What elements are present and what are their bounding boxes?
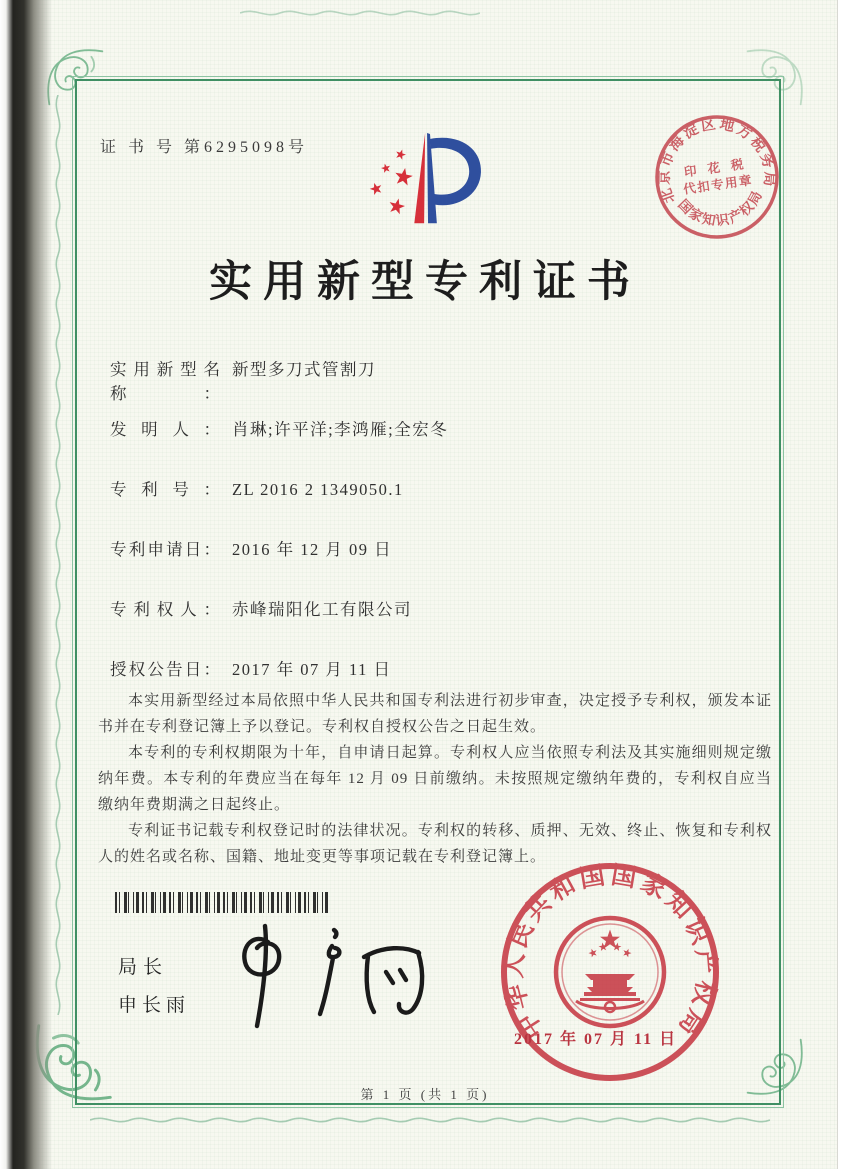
field-label: 发明人： [110,420,220,439]
field-row-patentee [110,596,710,656]
field-label: 实用新型名称： [110,360,220,403]
prc-national-emblem-icon [556,918,664,1026]
field-row-inventors [110,416,710,476]
border-bottom-lace-icon [90,1112,770,1128]
field-row-patent-number [110,476,710,536]
field-value: ZL 2016 2 1349050.1 [232,480,404,499]
body-paragraph: 本专利的专利权期限为十年，自申请日起算。专利权人应当依照专利法及其实施细则规定缴纳年费。本专利的年费应当在每年 12 月 09 日前缴纳。未按照规定缴纳年费的，专利权自应当缴纳年费期满之日起终止。 [98,745,772,813]
body-paragraph: 本实用新型经过本局依照中华人民共和国专利法进行初步审查，决定授予专利权，颁发本证书并在专利登记簿上予以登记。专利权自授权公告之日起生效。 [98,693,772,735]
field-label: 授权公告日： [110,660,220,679]
border-left-lace-icon [50,95,66,1015]
seal-date: 2017 年 07 月 11 日 [514,1031,678,1048]
page-edge [837,0,850,1169]
field-label: 专利申请日： [110,540,220,559]
tax-seal-bottom-text: 国家知识产权局 [675,187,766,229]
field-value: 新型多刀式管割刀 [232,360,376,379]
field-label: 专利号： [110,480,220,499]
cnipa-patent-logo-icon [332,126,528,244]
field-value: 2017 年 07 月 11 日 [232,660,392,679]
svg-text:中华人民共和国国家知识产权局 [499,861,722,1044]
certificate-number: 证 书 号 第6295098号 [100,139,309,156]
barcode-icon [115,892,331,913]
signer-title: 局长 [118,957,169,978]
footer-page-number: 第 1 页 (共 1 页) [360,1087,490,1102]
field-label: 专利权人： [110,600,220,619]
legal-text-block [98,688,772,870]
official-seal [498,860,722,1084]
seal-ring-text: 中华人民共和国国家知识产权局 [500,861,720,1044]
body-paragraph: 专利证书记载专利权登记时的法律状况。专利权的转移、质押、无效、终止、恢复和专利权人的姓名或名称、国籍、地址变更等事项记载在专利登记簿上。 [98,823,772,865]
tax-seal-center-line1: 印 花 税 [683,156,749,180]
stamp-tax-seal [644,104,791,251]
field-value: 赤峰瑞阳化工有限公司 [232,600,412,619]
border-top-lace-icon [240,5,480,21]
field-row-name [110,356,710,416]
field-list [110,356,710,716]
field-value: 肖琳;许平洋;李鸿雁;全宏冬 [232,420,449,439]
signer-name: 申长雨 [118,995,191,1016]
tax-seal-center-line2: 代扣专用章 [682,173,754,197]
handwritten-signature-icon [228,922,443,1034]
field-value: 2016 年 12 月 09 日 [232,540,393,559]
tax-seal-top-text: 北京市海淀区地方税务局 [656,116,778,206]
field-row-filing-date [110,536,710,596]
page-title: 实用新型专利证书 [209,259,641,306]
